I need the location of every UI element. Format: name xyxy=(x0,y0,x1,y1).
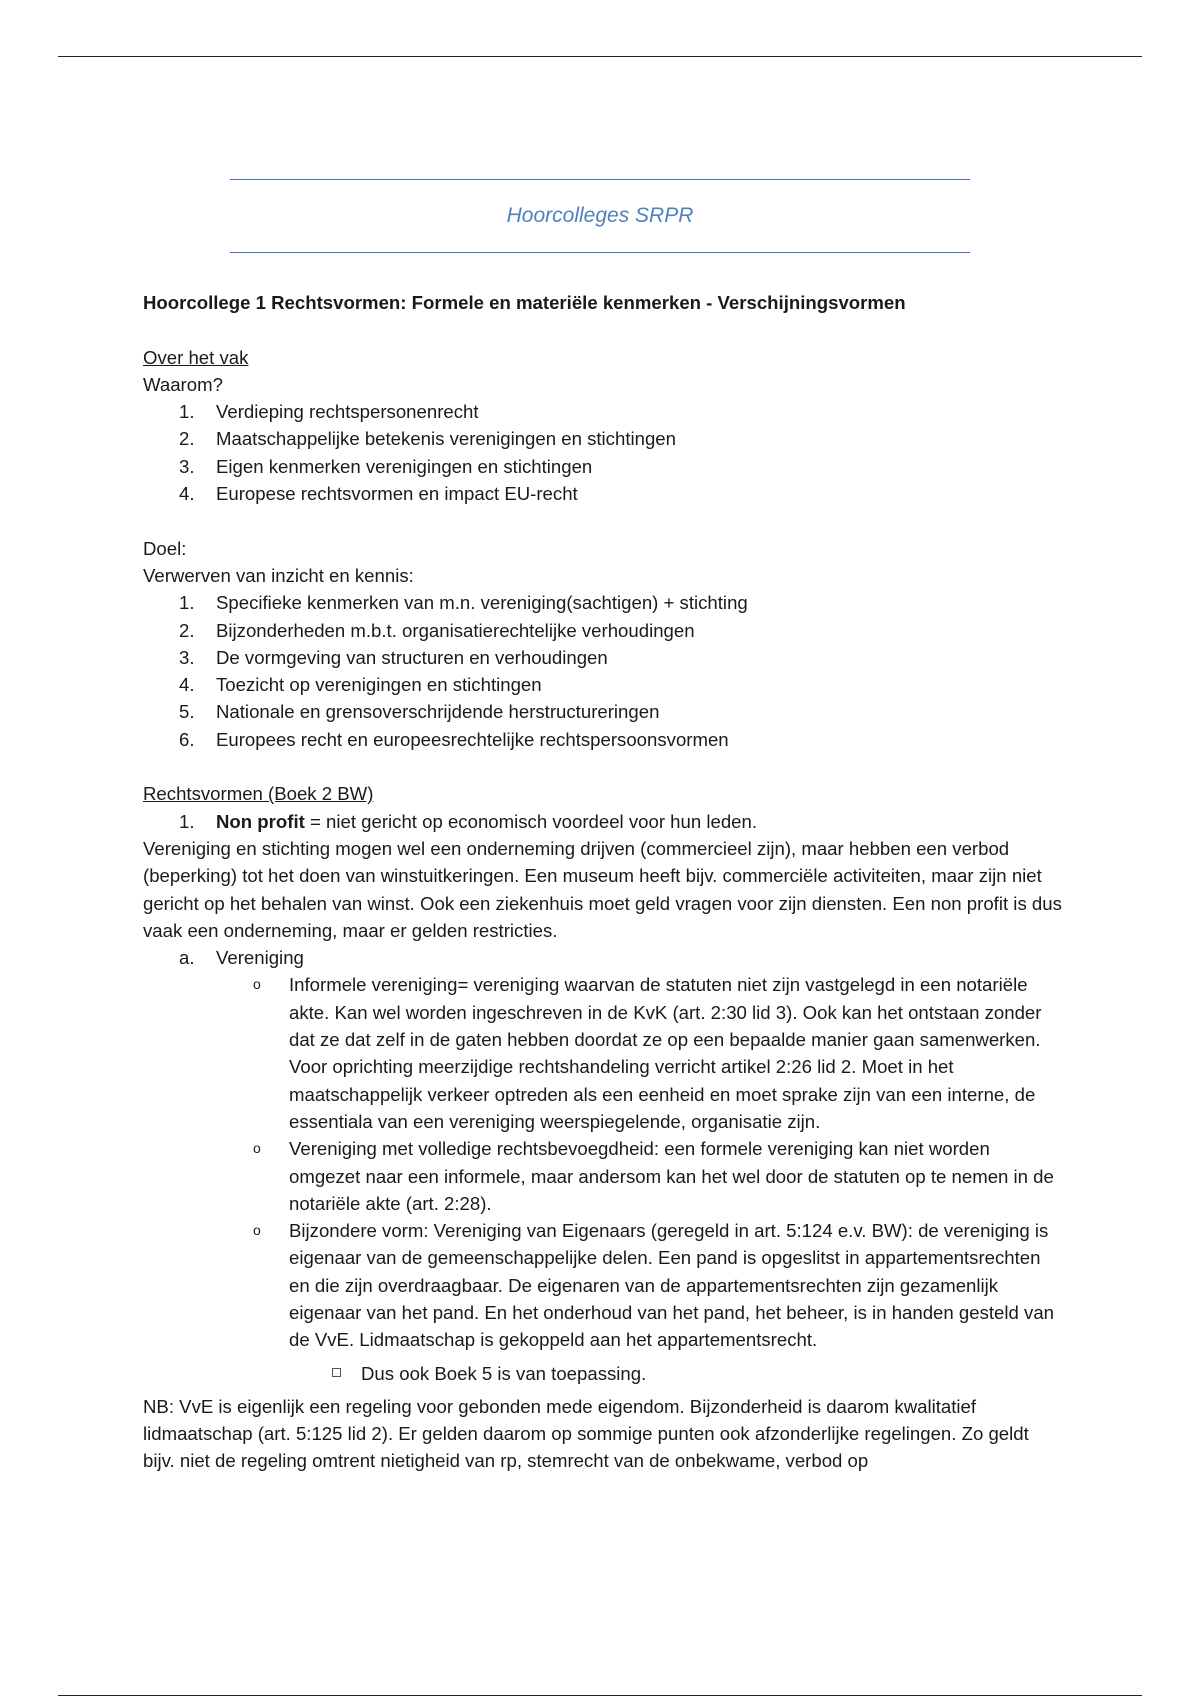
list-item: 4. Europese rechtsvormen en impact EU-recht xyxy=(179,483,578,505)
page-footer-rule xyxy=(58,1695,1142,1696)
rechtsvormen-list xyxy=(143,808,1063,835)
page-header-rule xyxy=(58,56,1142,57)
circle-bullet-icon: o xyxy=(253,1222,261,1239)
sub-item-vereniging: a. Vereniging xyxy=(179,947,304,969)
sub-bullet-item: Dus ook Boek 5 is van toepassing. xyxy=(143,1360,1063,1387)
list-item: 4. Toezicht op verenigingen en stichtingen xyxy=(179,674,542,696)
circle-bullet-icon: o xyxy=(253,976,261,993)
title-rule-bottom xyxy=(230,252,970,253)
list-item: 5. Nationale en grensoverschrijdende herstructureringen xyxy=(179,701,660,723)
section-title-over-het-vak: Over het vak xyxy=(143,346,249,368)
doel-label: Doel: xyxy=(143,537,187,559)
square-bullet-icon xyxy=(332,1368,341,1377)
list-item: 3. De vormgeving van structuren en verhoudingen xyxy=(179,646,608,668)
nb-paragraph: NB: VvE is eigenlijk een regeling voor gebonden mede eigendom. Bijzonderheid is daarom kwalitatief lidmaatschap (art. 5:125 lid 2). Er gelden daarom op sommige punten ook afzonderlijke regelingen. Zo geldt bijv. niet de regeling omtrent nietigheid van rp, stemrecht van de onbekwame, verbod op xyxy=(143,1395,1029,1472)
list-item: 1. Specifieke kenmerken van m.n. vereniging(sachtigen) + stichting xyxy=(179,592,748,614)
list-item: 1. Non profit = niet gericht op economisch voordeel voor hun leden. xyxy=(179,810,758,832)
doel-intro: Verwerven van inzicht en kennis: xyxy=(143,564,414,586)
waarom-label: Waarom? xyxy=(143,373,223,395)
document-title: Hoorcolleges SRPR xyxy=(506,204,694,227)
list-item: 2. Maatschappelijke betekenis verenigingen en stichtingen xyxy=(179,428,676,450)
waarom-list xyxy=(143,398,1063,507)
bullet-item: o Informele vereniging= vereniging waarvan de statuten niet zijn vastgelegd in een notariële akte. Kan wel worden ingeschreven in de KvK (art. 2:30 lid 3). Ook kan het ontstaan zonder dat ze dat zelf in de gaten hebben doordat ze op een bepaalde manier gaan samenwerken. Voor oprichting meerzijdige rechtshandeling verricht artikel 2:26 lid 2. Moet in het maatschappelijk verkeer optreden als een eenheid en moet sprake zijn van een interne, de essentiala van een vereniging weerspiegelende, organisatie zijn. xyxy=(143,971,1063,1135)
bullet-item: o Vereniging met volledige rechtsbevoegdheid: een formele vereniging kan niet worden omgezet naar een informele, maar andersom kan het wel door de statuten op te nemen in de notariële akte (art. 2:28). xyxy=(143,1135,1063,1217)
non-profit-paragraph: Vereniging en stichting mogen wel een onderneming drijven (commercieel zijn), maar hebben een verbod (beperking) tot het doen van winstuitkeringen. Een museum heeft bijv. commerciële activiteiten, maar zijn niet gericht op het behalen van winst. Ook een ziekenhuis moet geld vragen voor zijn diensten. Een non profit is dus vaak een onderneming, maar er gelden restricties. xyxy=(143,837,1062,941)
list-item: 3. Eigen kenmerken verenigingen en stichtingen xyxy=(179,455,593,477)
lecture-heading: Hoorcollege 1 Rechtsvormen: Formele en materiële kenmerken - Verschijningsvormen xyxy=(143,292,906,313)
section-title-rechtsvormen: Rechtsvormen (Boek 2 BW) xyxy=(143,783,374,805)
doel-list xyxy=(143,589,1063,753)
circle-bullet-icon: o xyxy=(253,1140,261,1157)
list-item: 1. Verdieping rechtspersonenrecht xyxy=(179,401,479,423)
list-item: 6. Europees recht en europeesrechtelijke rechtspersoonsvormen xyxy=(179,728,729,750)
bullet-item: o Bijzondere vorm: Vereniging van Eigenaars (geregeld in art. 5:124 e.v. BW): de vereniging is eigenaar van de gemeenschappelijke delen. Een pand is opgeslitst in appartementsrechten en die zijn overdraagbaar. De eigenaren van de appartementsrechten zijn gezamenlijk eigenaar van het pand. En het onderhoud van het pand, het beheer, is in handen gesteld van de VvE. Lidmaatschap is gekoppeld aan het appartementsrecht. xyxy=(143,1217,1063,1353)
list-item: 2. Bijzonderheden m.b.t. organisatierechtelijke verhoudingen xyxy=(179,619,695,641)
document-body xyxy=(143,289,1063,1475)
title-block xyxy=(230,179,970,253)
